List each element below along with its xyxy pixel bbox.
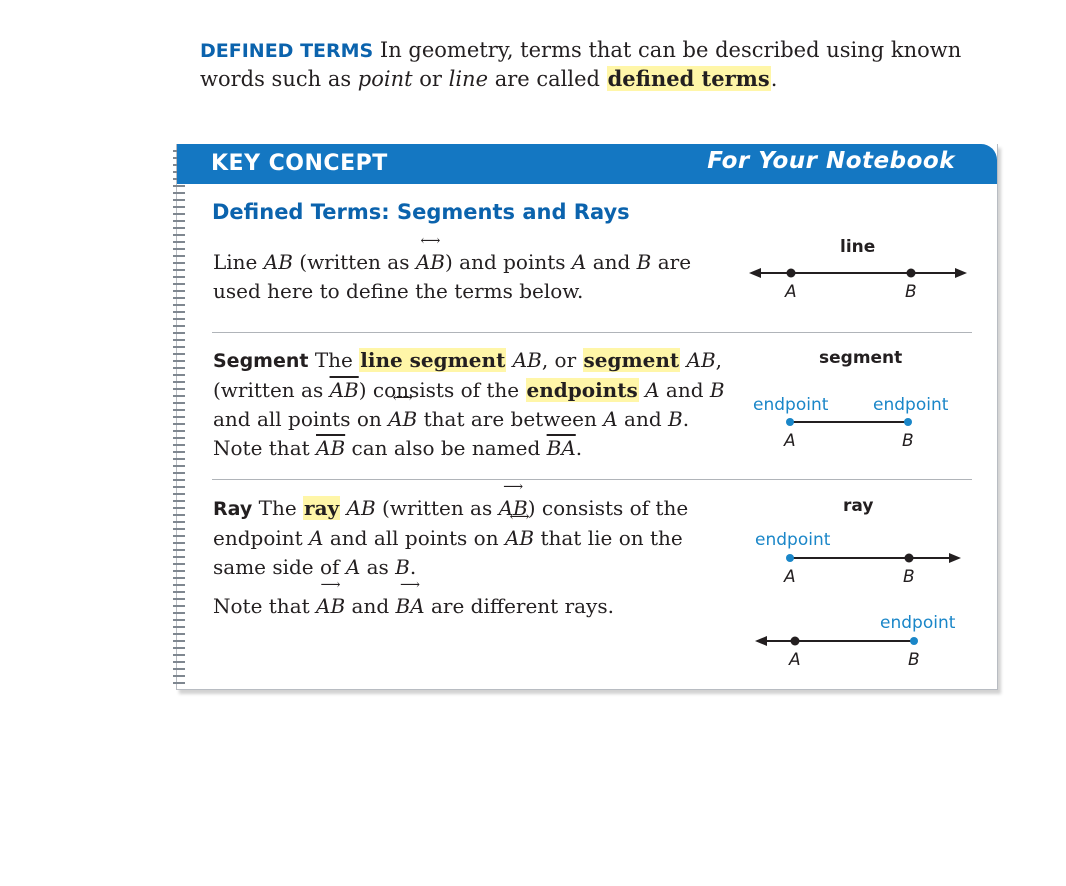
line-figure [747,232,977,302]
line-figure-title: line [840,237,876,257]
intro-text: In geometry, terms that can be described using known words such as [200,38,962,91]
text: that lie on the same side of [213,526,683,579]
segment-notation: $\overline{AB}$ [329,378,359,402]
intro-point: point [357,67,413,91]
endpoint-b [904,418,912,426]
line-diagram [747,232,977,302]
text: that are between [417,407,604,431]
label-a: A [785,282,797,302]
text: AB [263,250,293,274]
ray-note [213,592,733,621]
text: The [308,348,360,372]
segment-notation: $\overline{AB}$ [316,436,346,460]
endpoint-b [910,637,918,645]
label-b: B [903,567,915,587]
arrow-right-icon [949,553,961,563]
endpoint-a [786,418,794,426]
text: and all points on [323,526,505,550]
ray-notation: ⟶ AB [499,494,528,523]
text: , (written as [213,348,722,402]
spiral-binding [173,150,185,688]
text: and [617,407,669,431]
text: . Note that [213,407,690,460]
intro-line: line [448,67,489,91]
ray-notation: ⟶ AB [316,592,345,621]
divider [212,479,972,480]
arrow-left-icon [749,268,761,278]
segment-figure-title: segment [819,348,903,368]
card-header [177,144,997,184]
text: are used here to define the terms below. [213,250,692,303]
text: (written as [292,250,416,274]
intro-text: are called [488,67,607,91]
endpoint-a [786,554,794,562]
card-subtitle: Defined Terms: Segments and Rays [212,200,630,224]
text: and [659,378,710,402]
label-a: A [784,431,796,451]
text: are different rays. [424,594,614,618]
ray-figure [747,492,977,672]
text: The [252,496,304,520]
text: ) and points [444,250,572,274]
text: AB [680,348,716,372]
text: A [603,407,618,431]
text: A [345,555,361,579]
ray-definition [213,494,713,582]
label-b: B [908,650,920,670]
label-b: B [902,431,914,451]
text: can also be named [345,436,547,460]
text: Note that [213,594,317,618]
text: , or [541,348,583,372]
segment-definition [213,346,728,463]
endpoint-label: endpoint [873,395,949,415]
segment-diagram [747,344,977,454]
line-notation: ⟷ AB [505,524,534,553]
ray-term: Ray [213,498,253,520]
key-concept-title: KEY CONCEPT [211,151,388,176]
highlight-ray: ray [304,496,340,520]
key-concept-card [176,144,998,690]
arrow-right-icon [955,268,967,278]
text: . [409,555,417,579]
line-notation: ⟷ AB [416,248,445,277]
text: A [638,378,660,402]
segment-term: Segment [213,350,309,372]
text: and [345,594,396,618]
endpoint-label: endpoint [880,613,956,633]
intro-text: or [412,67,449,91]
text: B [709,378,725,402]
divider [212,332,972,333]
arrow-left-icon [755,636,767,646]
intro-text: . [770,67,778,91]
notebook-label: For Your Notebook [707,148,955,174]
highlight-endpoints: endpoints [526,378,638,402]
point-a [791,637,800,646]
intro-lead: DEFINED TERMS [200,40,374,62]
segment-notation: $\overline{BA}$ [546,436,576,460]
text: AB [506,348,542,372]
text: ) consists of the endpoint [213,496,689,550]
intro-highlight: defined terms [607,66,770,91]
point-b [907,269,916,278]
text: (written as [375,496,499,520]
text: as [360,555,396,579]
text: A [309,526,324,550]
endpoint-label: endpoint [753,395,829,415]
text: ) consists of the [358,378,526,402]
intro-paragraph [200,36,980,93]
text: AB [340,496,376,520]
text: B [668,407,683,431]
point-a [787,269,796,278]
endpoint-label: endpoint [755,530,831,550]
ray-figure-title: ray [843,496,874,516]
point-b [905,554,914,563]
line-notation: ⟷ AB [388,405,417,434]
highlight-line-segment: line segment [360,348,506,372]
text: and all points on [213,407,389,431]
label-a: A [784,567,796,587]
label-a: A [789,650,801,670]
line-definition [213,248,713,306]
segment-figure [747,344,977,454]
text: and [586,250,637,274]
ray-notation: ⟶ BA [395,592,424,621]
text: B [395,555,410,579]
text: B [636,250,652,274]
text: A [571,250,587,274]
text: . [575,436,583,460]
highlight-segment: segment [583,348,680,372]
ray-diagram [747,492,977,672]
label-b: B [905,282,917,302]
text: Line [213,250,264,274]
